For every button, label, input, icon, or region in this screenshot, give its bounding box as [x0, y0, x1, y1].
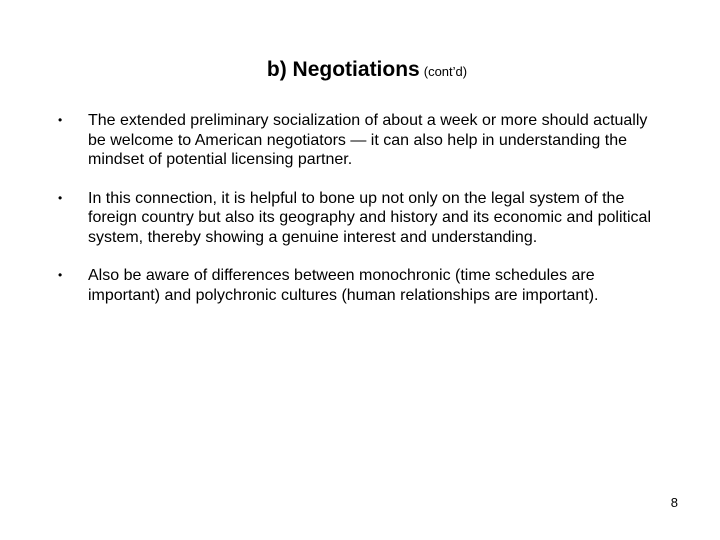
slide-title: [0, 58, 720, 82]
bullet-list: [58, 111, 658, 324]
bullet-item: [58, 189, 658, 248]
slide-title-subtitle: (cont’d): [423, 64, 468, 79]
bullet-item: [58, 266, 658, 305]
bullet-dot-icon: •: [58, 113, 63, 127]
bullet-item: [58, 111, 658, 170]
bullet-text: Also be aware of differences between monochronic (time schedules are important) and polychronic cultures (human relationships are important).: [88, 267, 599, 304]
bullet-dot-icon: •: [58, 190, 63, 205]
page-number: 8: [670, 495, 678, 510]
slide-title-text: b) Negotiations: [266, 58, 420, 81]
bullet-dot-icon: •: [58, 268, 63, 282]
bullet-text: The extended preliminary socialization of about a week or more should actually be welcome to American negotiators — it can also help in understanding the mindset of potential licensing partner.: [88, 112, 648, 168]
bullet-text: In this connection, it is helpful to bone up not only on the legal system of the foreign country but also its geography and history and its economic and political system, thereby showing a genuine interest and understanding.: [88, 189, 651, 246]
